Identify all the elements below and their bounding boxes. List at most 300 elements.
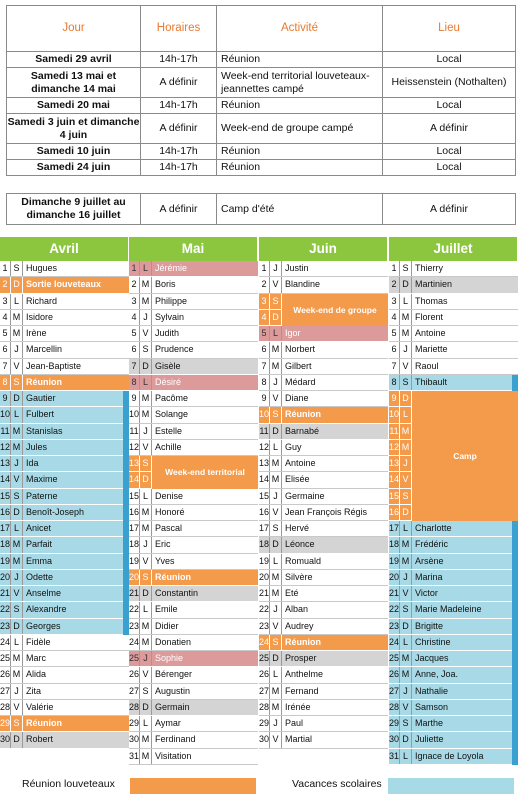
day-row <box>0 716 129 732</box>
day-weekday: V <box>11 472 23 487</box>
day-number: 30 <box>389 732 400 747</box>
day-weekday: M <box>400 424 412 439</box>
day-number: 21 <box>389 586 400 601</box>
day-weekday: J <box>11 456 23 471</box>
day-label: Bérenger <box>155 669 193 680</box>
day-number: 16 <box>129 505 140 520</box>
day-row <box>259 440 388 456</box>
row-date: Samedi 20 mai <box>7 98 141 114</box>
day-row <box>389 700 518 716</box>
day-row <box>129 277 258 293</box>
day-number: 12 <box>0 440 11 455</box>
day-weekday: J <box>140 537 152 552</box>
day-number: 24 <box>259 635 270 650</box>
day-number: 24 <box>0 635 11 650</box>
day-number: 17 <box>129 521 140 536</box>
day-row <box>0 359 129 375</box>
day-weekday: M <box>11 326 23 341</box>
day-number: 29 <box>259 716 270 731</box>
day-row <box>389 732 518 748</box>
day-weekday: M <box>140 391 152 406</box>
day-row <box>259 359 388 375</box>
day-label: Thibault <box>415 376 448 387</box>
day-row <box>0 342 129 358</box>
day-number: 27 <box>0 684 11 699</box>
day-label: Jean-Baptiste <box>26 360 82 371</box>
day-row <box>129 391 258 407</box>
day-row <box>259 391 388 407</box>
day-weekday: V <box>11 359 23 374</box>
event-camp: Camp <box>412 391 518 521</box>
day-weekday: M <box>140 619 152 634</box>
day-weekday: L <box>400 521 412 536</box>
day-number: 3 <box>389 294 400 309</box>
row-activity: Week-end territorial louveteaux-jeannettes campé <box>217 68 383 98</box>
day-number: 11 <box>0 424 11 439</box>
row-place: Local <box>383 160 516 176</box>
summer-camp-table <box>6 193 516 225</box>
day-row <box>129 375 258 391</box>
day-label: Denise <box>155 490 184 501</box>
day-number: 6 <box>129 342 140 357</box>
day-row <box>0 651 129 667</box>
day-label: Raoul <box>415 360 439 371</box>
day-number: 2 <box>129 277 140 292</box>
day-number: 28 <box>129 700 140 715</box>
day-weekday: D <box>270 651 282 666</box>
day-number: 9 <box>129 391 140 406</box>
day-row <box>129 586 258 602</box>
day-label: Antoine <box>415 328 446 339</box>
day-weekday: L <box>140 261 152 276</box>
day-number: 26 <box>0 667 11 682</box>
day-row <box>0 440 129 456</box>
day-row <box>259 537 388 553</box>
day-weekday: V <box>400 700 412 715</box>
day-weekday: M <box>270 472 282 487</box>
day-row <box>0 375 129 391</box>
day-label: Blandine <box>285 279 321 290</box>
day-label: Anthelme <box>285 669 324 680</box>
day-label: Juliette <box>415 734 444 745</box>
day-row <box>0 489 129 505</box>
day-label: Alexandre <box>26 604 67 615</box>
day-row <box>389 570 518 586</box>
day-weekday: J <box>400 342 412 357</box>
day-label: Anicet <box>26 523 52 534</box>
day-number: 15 <box>0 489 11 504</box>
row-date: Samedi 10 juin <box>7 144 141 160</box>
row-date: Samedi 24 juin <box>7 160 141 176</box>
row-date: Dimanche 9 juillet au dimanche 16 juillet <box>7 194 141 225</box>
day-row <box>0 407 129 423</box>
day-weekday: D <box>11 277 23 292</box>
day-weekday: J <box>270 375 282 390</box>
day-label: Désiré <box>155 376 182 387</box>
day-weekday: D <box>400 732 412 747</box>
day-number: 21 <box>129 586 140 601</box>
day-row <box>129 440 258 456</box>
day-number: 6 <box>389 342 400 357</box>
day-number: 21 <box>0 586 11 601</box>
day-number: 14 <box>389 472 400 487</box>
day-row <box>259 602 388 618</box>
day-number: 27 <box>389 684 400 699</box>
day-label: Paterne <box>26 490 58 501</box>
table-row <box>7 160 516 176</box>
day-row <box>0 456 129 472</box>
day-number: 8 <box>129 375 140 390</box>
day-label: Réunion <box>26 376 62 387</box>
day-number: 5 <box>129 326 140 341</box>
day-row <box>259 570 388 586</box>
day-number: 16 <box>259 505 270 520</box>
day-number: 24 <box>129 635 140 650</box>
day-weekday: V <box>400 472 412 487</box>
day-weekday: L <box>140 602 152 617</box>
day-row <box>0 667 129 683</box>
month-column-mai <box>129 237 258 765</box>
day-number: 19 <box>0 554 11 569</box>
row-place: Local <box>383 98 516 114</box>
day-weekday: J <box>400 456 412 471</box>
day-label: Réunion <box>155 571 191 582</box>
day-row <box>0 537 129 553</box>
day-number: 15 <box>389 489 400 504</box>
day-label: Sortie louveteaux <box>26 279 102 290</box>
day-label: Audrey <box>285 620 314 631</box>
day-label: Réunion <box>26 718 62 729</box>
day-label: Elisée <box>285 474 310 485</box>
day-number: 10 <box>389 407 400 422</box>
day-row <box>129 554 258 570</box>
day-weekday: S <box>140 684 152 699</box>
day-label: Christine <box>415 636 451 647</box>
day-row <box>259 554 388 570</box>
month-header: Juillet <box>389 237 518 261</box>
day-label: Gautier <box>26 393 56 404</box>
day-row <box>0 326 129 342</box>
day-label: Pascal <box>155 523 183 534</box>
day-label: Benoît-Joseph <box>26 506 85 517</box>
day-label: Gilbert <box>285 360 312 371</box>
day-number: 12 <box>129 440 140 455</box>
day-label: Augustin <box>155 685 191 696</box>
schedule-table <box>6 5 516 176</box>
day-weekday: M <box>400 667 412 682</box>
day-number: 25 <box>0 651 11 666</box>
day-weekday: M <box>11 537 23 552</box>
day-label: Yves <box>155 555 175 566</box>
table-row <box>7 98 516 114</box>
day-weekday: S <box>400 716 412 731</box>
day-number: 2 <box>0 277 11 292</box>
day-number: 17 <box>259 521 270 536</box>
day-label: Philippe <box>155 295 188 306</box>
day-weekday: M <box>270 456 282 471</box>
day-label: Fidèle <box>26 636 51 647</box>
day-number: 14 <box>0 472 11 487</box>
day-label: Robert <box>26 734 54 745</box>
day-row <box>129 407 258 423</box>
day-number: 14 <box>259 472 270 487</box>
day-number: 18 <box>0 537 11 552</box>
day-number: 26 <box>259 667 270 682</box>
day-label: Silvère <box>285 571 313 582</box>
row-place: Local <box>383 52 516 68</box>
row-hours: A définir <box>141 114 217 144</box>
day-row <box>389 586 518 602</box>
day-weekday: V <box>140 440 152 455</box>
day-label: Parfait <box>26 539 53 550</box>
day-weekday: S <box>400 489 412 504</box>
day-weekday: D <box>140 359 152 374</box>
day-number: 7 <box>129 359 140 374</box>
day-label: Arsène <box>415 555 444 566</box>
day-weekday: S <box>400 261 412 276</box>
day-row <box>0 472 129 488</box>
day-row <box>0 700 129 716</box>
day-row <box>259 261 388 277</box>
day-number: 19 <box>389 554 400 569</box>
day-label: Romuald <box>285 555 322 566</box>
day-row <box>129 489 258 505</box>
day-number: 30 <box>0 732 11 747</box>
day-number: 1 <box>389 261 400 276</box>
day-number: 26 <box>129 667 140 682</box>
day-weekday: V <box>270 277 282 292</box>
day-row <box>0 586 129 602</box>
day-number: 7 <box>0 359 11 374</box>
day-row <box>129 619 258 635</box>
day-weekday: S <box>270 294 282 309</box>
day-row <box>0 294 129 310</box>
day-label: Norbert <box>285 344 316 355</box>
day-weekday: J <box>140 651 152 666</box>
day-label: Prosper <box>285 653 317 664</box>
day-number: 4 <box>389 310 400 325</box>
day-weekday: D <box>400 391 412 406</box>
day-label: Maxime <box>26 474 58 485</box>
day-weekday: J <box>11 570 23 585</box>
day-weekday: M <box>140 505 152 520</box>
day-number: 6 <box>259 342 270 357</box>
day-weekday: V <box>140 326 152 341</box>
day-label: Germaine <box>285 490 325 501</box>
day-weekday: D <box>11 391 23 406</box>
day-weekday: V <box>270 391 282 406</box>
day-weekday: M <box>140 732 152 747</box>
table-row <box>7 68 516 98</box>
day-label: Didier <box>155 620 179 631</box>
row-activity: Réunion <box>217 160 383 176</box>
day-row <box>389 684 518 700</box>
day-label: Justin <box>285 263 309 274</box>
row-activity: Camp d'été <box>217 194 383 225</box>
day-number: 11 <box>129 424 140 439</box>
day-row <box>129 505 258 521</box>
day-weekday: S <box>11 489 23 504</box>
day-weekday: M <box>400 554 412 569</box>
day-row <box>0 391 129 407</box>
day-number: 28 <box>259 700 270 715</box>
day-row <box>259 521 388 537</box>
day-label: Hugues <box>26 263 58 274</box>
day-weekday: M <box>140 521 152 536</box>
day-weekday: M <box>140 749 152 764</box>
day-label: Ignace de Loyola <box>415 750 484 761</box>
table-row <box>7 114 516 144</box>
legend-reunion-swatch <box>130 778 256 794</box>
day-row <box>129 310 258 326</box>
day-weekday: S <box>140 570 152 585</box>
day-number: 13 <box>259 456 270 471</box>
day-number: 10 <box>0 407 11 422</box>
row-activity: Week-end de groupe campé <box>217 114 383 144</box>
day-weekday: M <box>11 667 23 682</box>
day-weekday: L <box>11 294 23 309</box>
day-row <box>259 424 388 440</box>
day-label: Jean François Régis <box>285 506 368 517</box>
day-weekday: S <box>270 521 282 536</box>
day-row <box>389 294 518 310</box>
day-row <box>259 684 388 700</box>
day-weekday: S <box>400 375 412 390</box>
month-header: Mai <box>129 237 258 261</box>
day-row <box>259 586 388 602</box>
day-row <box>259 472 388 488</box>
day-weekday: M <box>400 537 412 552</box>
day-weekday: J <box>140 424 152 439</box>
day-row <box>389 359 518 375</box>
day-row <box>259 456 388 472</box>
day-number: 23 <box>129 619 140 634</box>
day-label: Achille <box>155 441 182 452</box>
day-row <box>0 261 129 277</box>
day-row <box>259 375 388 391</box>
day-number: 23 <box>389 619 400 634</box>
day-weekday: L <box>270 440 282 455</box>
day-label: Honoré <box>155 506 185 517</box>
day-number: 10 <box>129 407 140 422</box>
day-weekday: L <box>140 489 152 504</box>
day-row <box>259 342 388 358</box>
day-number: 1 <box>129 261 140 276</box>
day-weekday: V <box>140 554 152 569</box>
table-row <box>7 144 516 160</box>
day-label: Réunion <box>285 636 321 647</box>
day-number: 6 <box>0 342 11 357</box>
day-weekday: J <box>270 489 282 504</box>
row-activity: Réunion <box>217 144 383 160</box>
day-label: Irène <box>26 328 47 339</box>
day-weekday: J <box>270 716 282 731</box>
legend-reunion-label: Réunion louveteaux <box>22 778 115 790</box>
day-row <box>129 424 258 440</box>
day-number: 31 <box>129 749 140 764</box>
day-number: 1 <box>259 261 270 276</box>
day-label: Léonce <box>285 539 315 550</box>
day-label: Jérémie <box>155 263 188 274</box>
day-number: 28 <box>0 700 11 715</box>
day-label: Mariette <box>415 344 448 355</box>
day-row <box>259 667 388 683</box>
day-weekday: J <box>11 684 23 699</box>
day-row <box>129 570 258 586</box>
day-row <box>389 277 518 293</box>
day-number: 4 <box>0 310 11 325</box>
row-place: A définir <box>383 194 516 225</box>
day-weekday: M <box>140 407 152 422</box>
event-weekend-territorial: Week-end territorial <box>152 456 258 489</box>
day-weekday: D <box>140 472 152 487</box>
day-label: Jules <box>26 441 48 452</box>
day-label: Georges <box>26 620 61 631</box>
day-label: Alban <box>285 604 309 615</box>
day-weekday: J <box>270 261 282 276</box>
day-weekday: S <box>270 407 282 422</box>
day-row <box>389 667 518 683</box>
day-row <box>389 261 518 277</box>
day-row <box>0 684 129 700</box>
day-row <box>389 537 518 553</box>
day-weekday: S <box>11 375 23 390</box>
day-number: 8 <box>259 375 270 390</box>
day-weekday: M <box>270 570 282 585</box>
day-row <box>129 359 258 375</box>
day-number: 22 <box>389 602 400 617</box>
day-number: 4 <box>129 310 140 325</box>
day-weekday: V <box>11 700 23 715</box>
header-activite: Activité <box>217 6 383 52</box>
day-number: 4 <box>259 310 270 325</box>
row-place: Local <box>383 144 516 160</box>
day-weekday: M <box>270 684 282 699</box>
day-label: Eric <box>155 539 171 550</box>
day-number: 27 <box>129 684 140 699</box>
day-row <box>129 261 258 277</box>
day-weekday: L <box>140 716 152 731</box>
row-hours: 14h-17h <box>141 52 217 68</box>
day-number: 5 <box>0 326 11 341</box>
legend-vacances-swatch <box>388 778 514 794</box>
day-label: Emma <box>26 555 53 566</box>
day-number: 25 <box>259 651 270 666</box>
day-label: Donatien <box>155 636 192 647</box>
day-label: Aymar <box>155 718 181 729</box>
day-row <box>259 489 388 505</box>
day-label: Samson <box>415 701 449 712</box>
day-weekday: D <box>400 505 412 520</box>
day-row <box>129 716 258 732</box>
day-row <box>0 732 129 748</box>
day-weekday: J <box>400 684 412 699</box>
day-label: Fernand <box>285 685 319 696</box>
day-label: Paul <box>285 718 304 729</box>
day-number: 23 <box>0 619 11 634</box>
day-number: 12 <box>259 440 270 455</box>
day-row <box>0 310 129 326</box>
day-weekday: S <box>11 602 23 617</box>
day-number: 9 <box>0 391 11 406</box>
day-weekday: M <box>11 310 23 325</box>
day-label: Victor <box>415 588 438 599</box>
day-label: Zita <box>26 685 42 696</box>
day-weekday: V <box>400 359 412 374</box>
day-weekday: M <box>11 424 23 439</box>
day-number: 9 <box>389 391 400 406</box>
day-label: Pacôme <box>155 393 189 404</box>
